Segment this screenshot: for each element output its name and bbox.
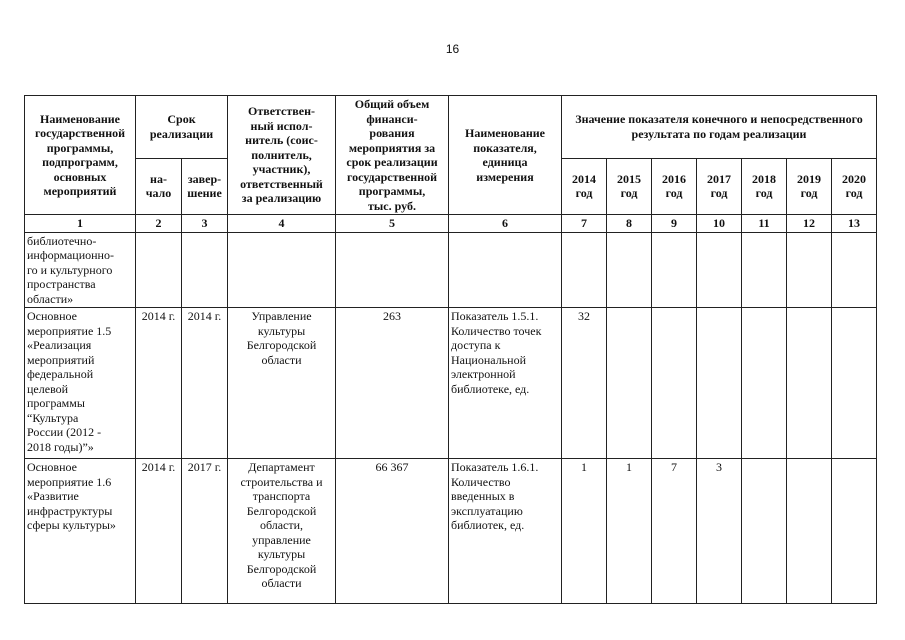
cell-indicator: Показатель 1.5.1. Количество точек доступа к Национальной электронной библиотеке, ед. bbox=[449, 308, 562, 459]
table-row bbox=[25, 459, 877, 604]
cell-end: 2014 г. bbox=[182, 308, 228, 459]
column-number: 2 bbox=[136, 215, 182, 233]
column-number: 4 bbox=[228, 215, 336, 233]
cell-start: 2014 г. bbox=[136, 459, 182, 604]
column-number: 9 bbox=[652, 215, 697, 233]
column-number: 6 bbox=[449, 215, 562, 233]
column-number-row bbox=[25, 215, 877, 233]
header-year: 2020 год bbox=[832, 158, 877, 214]
column-number: 13 bbox=[832, 215, 877, 233]
cell-indicator: Показатель 1.6.1. Количество введенных в эксплуатацию библиотек, ед. bbox=[449, 459, 562, 604]
cell-value: 1 bbox=[607, 459, 652, 604]
cell-value bbox=[742, 232, 787, 308]
header-year: 2017 год bbox=[697, 158, 742, 214]
cell-start bbox=[136, 232, 182, 308]
cell-value bbox=[652, 232, 697, 308]
column-number: 8 bbox=[607, 215, 652, 233]
cell-funding: 263 bbox=[336, 308, 449, 459]
cell-end: 2017 г. bbox=[182, 459, 228, 604]
cell-value: 3 bbox=[697, 459, 742, 604]
cell-value bbox=[742, 459, 787, 604]
cell-funding: 66 367 bbox=[336, 459, 449, 604]
cell-value bbox=[562, 232, 607, 308]
cell-value bbox=[607, 232, 652, 308]
cell-value: 7 bbox=[652, 459, 697, 604]
header-year: 2016 год bbox=[652, 158, 697, 214]
cell-value: 1 bbox=[562, 459, 607, 604]
table-row bbox=[25, 308, 877, 459]
cell-value bbox=[607, 308, 652, 459]
header-funding: Общий объем финанси- рования мероприятия за срок реализации государственной программы, тыс. руб. bbox=[336, 96, 449, 215]
cell-responsible: Департамент строительства и транспорта Белгородской области, управление культуры Белгородской области bbox=[228, 459, 336, 604]
cell-value bbox=[652, 308, 697, 459]
page-number: 16 bbox=[445, 42, 460, 56]
column-number: 11 bbox=[742, 215, 787, 233]
cell-value bbox=[787, 308, 832, 459]
results-table bbox=[24, 95, 877, 604]
header-year: 2019 год bbox=[787, 158, 832, 214]
cell-responsible: Управление культуры Белгородской области bbox=[228, 308, 336, 459]
header-row-1 bbox=[25, 96, 877, 159]
cell-value bbox=[697, 308, 742, 459]
header-term-start: на- чало bbox=[136, 158, 182, 214]
cell-name: Основное мероприятие 1.5 «Реализация мероприятий федеральной целевой программы “Культура России (2012 - 2018 годы)”» bbox=[25, 308, 136, 459]
cell-start: 2014 г. bbox=[136, 308, 182, 459]
header-program-name: Наименование государственной программы, подпрограмм, основных мероприятий bbox=[25, 96, 136, 215]
column-number: 3 bbox=[182, 215, 228, 233]
cell-name: библиотечно- информационно- го и культурного пространства области» bbox=[25, 232, 136, 308]
header-indicator: Наименование показателя, единица измерения bbox=[449, 96, 562, 215]
cell-end bbox=[182, 232, 228, 308]
header-term: Срок реализации bbox=[136, 96, 228, 159]
cell-value bbox=[787, 459, 832, 604]
cell-responsible bbox=[228, 232, 336, 308]
cell-value bbox=[742, 308, 787, 459]
cell-value bbox=[832, 459, 877, 604]
cell-indicator bbox=[449, 232, 562, 308]
cell-value bbox=[832, 308, 877, 459]
header-year: 2018 год bbox=[742, 158, 787, 214]
column-number: 5 bbox=[336, 215, 449, 233]
column-number: 12 bbox=[787, 215, 832, 233]
cell-value bbox=[787, 232, 832, 308]
column-number: 10 bbox=[697, 215, 742, 233]
header-result-values: Значение показателя конечного и непосредственного результата по годам реализации bbox=[562, 96, 877, 159]
cell-value bbox=[832, 232, 877, 308]
cell-value: 32 bbox=[562, 308, 607, 459]
cell-value bbox=[697, 232, 742, 308]
header-year: 2015 год bbox=[607, 158, 652, 214]
cell-name: Основное мероприятие 1.6 «Развитие инфраструктуры сферы культуры» bbox=[25, 459, 136, 604]
cell-funding bbox=[336, 232, 449, 308]
header-year: 2014 год bbox=[562, 158, 607, 214]
column-number: 7 bbox=[562, 215, 607, 233]
column-number: 1 bbox=[25, 215, 136, 233]
header-term-end: завер- шение bbox=[182, 158, 228, 214]
table-row bbox=[25, 232, 877, 308]
header-responsible: Ответствен- ный испол- нитель (соис- полнитель, участник), ответственный за реализацию bbox=[228, 96, 336, 215]
